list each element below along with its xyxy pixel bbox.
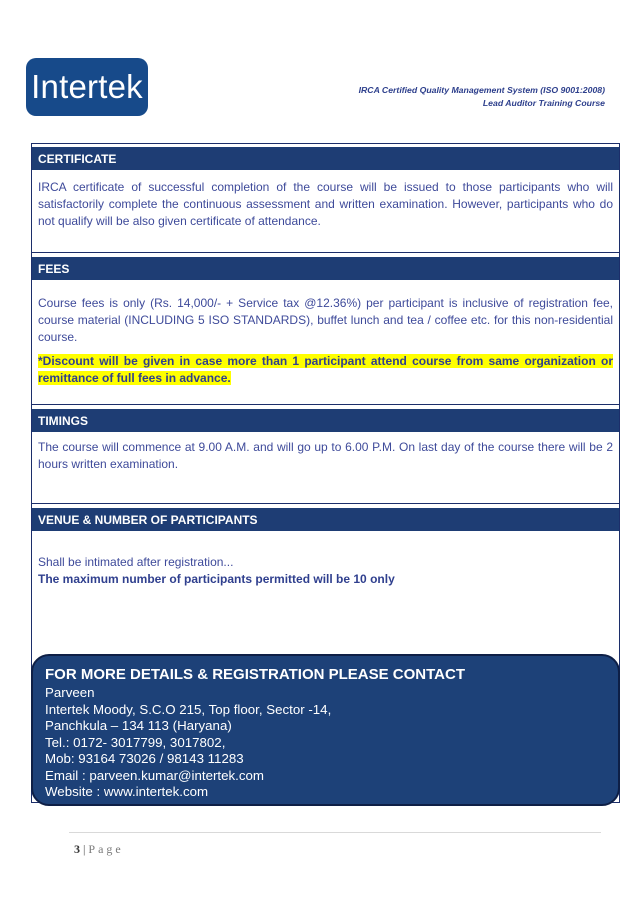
discount-highlight: *Discount will be given in case more than 1 participant attend course from same organization or remittance of full fees in advance. (38, 354, 613, 385)
intertek-logo (26, 58, 148, 116)
timings-heading: TIMINGS (32, 409, 619, 432)
contact-address-1: Intertek Moody, S.C.O 215, Top floor, Sector -14, (45, 701, 332, 717)
divider (32, 404, 619, 405)
timings-text: The course will commence at 9.00 A.M. and will go up to 6.00 P.M. On last day of the course there will be 2 hours written examination. (38, 440, 613, 471)
certificate-text: IRCA certificate of successful completion of the course will be issued to those participants who will satisfactorily complete the continuous assessment and written examination. However, participants who do not qualify will be also given certificate of attendance. (38, 180, 613, 228)
footer-rule (69, 832, 601, 833)
discount-note (38, 353, 613, 387)
header-line-1: IRCA Certified Quality Management System (ISO 9001:2008) (358, 85, 605, 95)
venue-line-2: The maximum number of participants permitted will be 10 only (38, 572, 395, 586)
contact-title: FOR MORE DETAILS & REGISTRATION PLEASE CONTACT (45, 666, 465, 683)
contact-name: Parveen (45, 685, 95, 700)
page-separator: | (80, 842, 89, 856)
contact-email: Email : parveen.kumar@intertek.com (45, 767, 264, 783)
contact-tel: Tel.: 0172- 3017799, 3017802, (45, 734, 226, 750)
page-number-value: 3 (74, 842, 80, 856)
page-label: Page (88, 842, 124, 856)
venue-line-1: Shall be intimated after registration... (38, 555, 234, 569)
fees-text: Course fees is only (Rs. 14,000/- + Service tax @12.36%) per participant is inclusive of registration fee, course material (INCLUDING 5 ISO STANDARDS), buffet lunch and tea / coffee etc. for this non-residential course. (38, 296, 613, 344)
contact-box (31, 654, 620, 806)
header-line-2: Lead Auditor Training Course (482, 98, 605, 108)
divider (32, 503, 619, 504)
divider (32, 252, 619, 253)
venue-text (38, 554, 613, 588)
contact-website: Website : www.intertek.com (45, 784, 209, 799)
contact-address-2: Panchkula – 134 113 (Haryana) (45, 718, 232, 733)
logo-text: Intertek (31, 68, 143, 105)
venue-heading: VENUE & NUMBER OF PARTICIPANTS (32, 508, 619, 531)
page-number (74, 842, 124, 857)
certificate-heading: CERTIFICATE (32, 147, 619, 170)
contact-mob: Mob: 93164 73026 / 98143 11283 (45, 751, 244, 766)
document-header (359, 84, 605, 110)
fees-heading: FEES (32, 257, 619, 280)
